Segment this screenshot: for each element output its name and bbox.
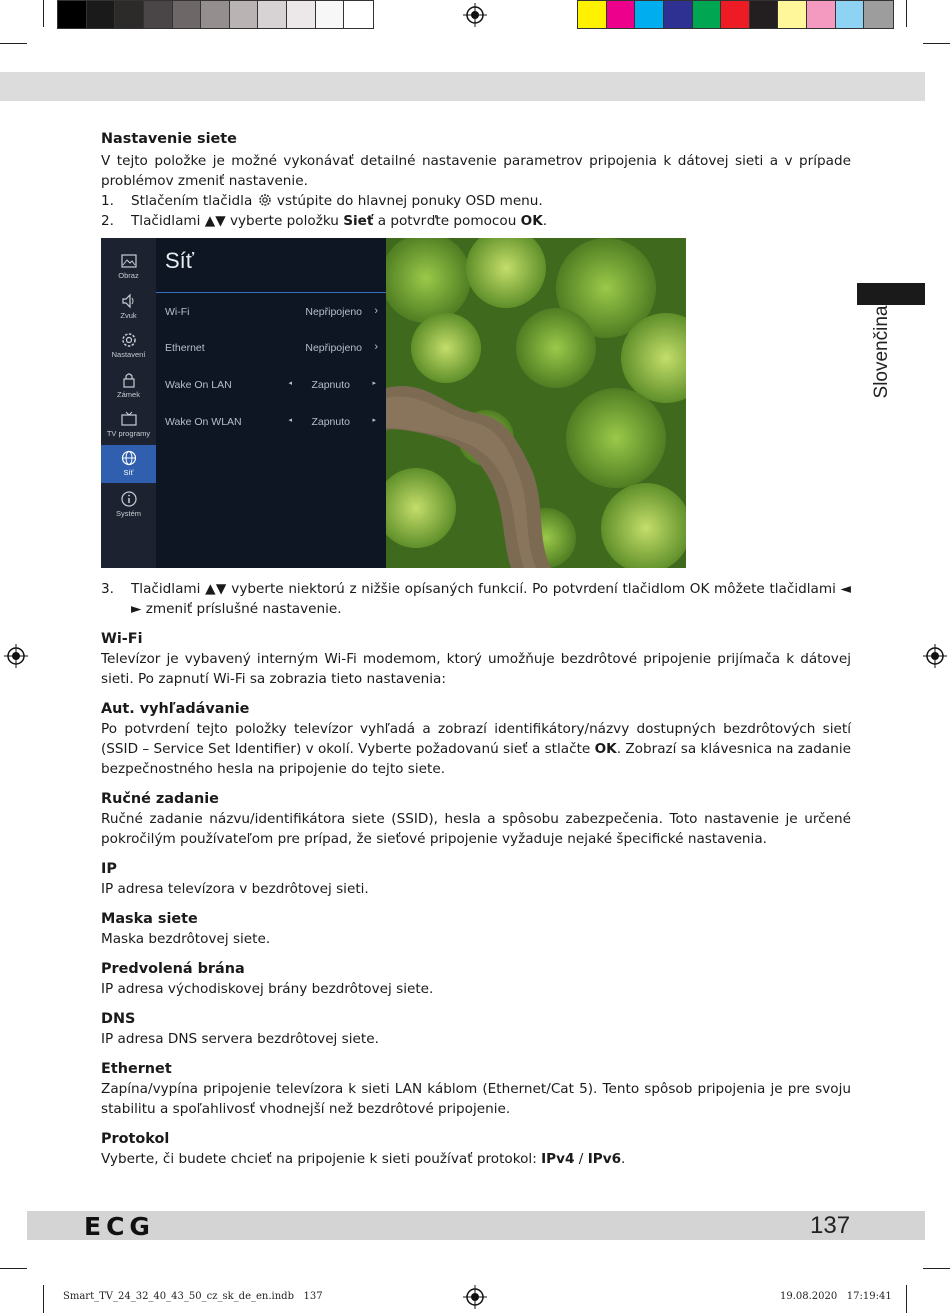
block-wifi: [101, 629, 851, 689]
block-heading: Protokol: [101, 1131, 170, 1147]
crop-mark: [923, 43, 950, 44]
tv-row-value: Zapnuto: [311, 416, 350, 428]
crop-mark: [906, 0, 907, 27]
section-title: Nastavenie siete: [101, 131, 237, 147]
chevron-right-icon: ›: [374, 305, 378, 317]
tv-row-wake-on-lan: [165, 376, 380, 396]
step-text: Tlačidlami ▲▼ vyberte niektorú z nižšie opísaných funkcií. Po potvrdení tlačidlom OK môžete tlačidlami ◄ ► zmeniť príslušné nastavenie.: [131, 581, 851, 617]
color-swatch: [287, 1, 316, 28]
color-swatch: [693, 1, 722, 28]
registration-mark-icon: [463, 1285, 487, 1309]
block-auto-search: [101, 699, 851, 779]
color-swatch: [664, 1, 693, 28]
step-number: 3.: [101, 581, 114, 597]
block-text: Zapína/vypína pripojenie televízora k sieti LAN káblom (Ethernet/Cat 5). Tento spôsob pripojenia je pre svoju stabilitu a spoľahlivosť vhodnejší než bezdrôtové pripojenie.: [101, 1081, 851, 1117]
color-swatch: [721, 1, 750, 28]
block-dns: [101, 1009, 851, 1049]
block-protocol: [101, 1129, 851, 1169]
print-slug-file: Smart_TV_24_32_40_43_50_cz_sk_de_en.indb 137: [63, 1291, 323, 1302]
speaker-icon: [120, 292, 138, 310]
section-intro-text: V tejto položke je možné vykonávať detailné nastavenie parametrov pripojenia k dátovej sieti a v prípade problémov zmeniť nastavenie.: [101, 153, 851, 189]
crop-mark: [923, 1268, 950, 1269]
step-3: [101, 579, 851, 619]
block-ip: [101, 859, 851, 899]
tv-nav-nastaveni: Nastavení: [101, 327, 156, 365]
color-swatch: [58, 1, 87, 28]
body-text: [101, 579, 851, 1179]
color-swatch: [344, 1, 373, 28]
block-heading: Predvolená brána: [101, 961, 245, 977]
tv-menu-panel: [156, 238, 386, 568]
block-text: IP adresa televízora v bezdrôtovej sieti.: [101, 881, 369, 897]
block-text: IP adresa DNS servera bezdrôtovej siete.: [101, 1031, 379, 1047]
ecg-logo: [84, 1214, 202, 1238]
tv-nav-tv-programy: TV programy: [101, 406, 156, 444]
page-number: 137: [810, 1212, 851, 1239]
color-swatch: [87, 1, 116, 28]
block-text: Maska bezdrôtovej siete.: [101, 931, 271, 947]
crop-mark: [0, 43, 27, 44]
crop-mark: [43, 0, 44, 27]
block-text: IP adresa východiskovej brány bezdrôtovej siete.: [101, 981, 434, 997]
tv-menu-sidebar: [101, 238, 156, 568]
color-swatch: [201, 1, 230, 28]
tv-row-label: Wake On LAN: [165, 379, 232, 391]
step-2: 2. Tlačidlami ▲▼ vyberte položku Sieť a potvrďte pomocou OK.: [101, 213, 548, 229]
color-swatch: [115, 1, 144, 28]
gray-calibration-bar: [57, 0, 374, 29]
registration-mark-icon: [4, 644, 28, 668]
tv-row-label: Wi-Fi: [165, 306, 190, 318]
color-swatch: [750, 1, 779, 28]
step-number: 1.: [101, 193, 114, 209]
tv-menu-screenshot: [101, 238, 686, 568]
block-ethernet: [101, 1059, 851, 1119]
svg-text:ECG: ECG: [84, 1214, 155, 1238]
tv-row-value: Nepřipojeno: [305, 342, 362, 354]
block-heading: Aut. vyhľadávanie: [101, 701, 250, 717]
block-heading: DNS: [101, 1011, 136, 1027]
block-text: Po potvrdení tejto položky televízor vyhľadá a zobrazí identifikátory/názvy dostupných bezdrôtových sietí (SSID – Service Set Identifier) v okolí. Vyberte požadovanú sieť a stlačte OK. Zobrazí sa klávesnica na zadanie bezpečnostného hesla na pripojenie do tejto siete.: [101, 721, 851, 777]
tv-row-label: Wake On WLAN: [165, 416, 242, 428]
color-swatch: [316, 1, 345, 28]
tv-menu-title: Síť: [165, 248, 195, 273]
tv-row-value: Zapnuto: [311, 379, 350, 391]
block-heading: Wi-Fi: [101, 631, 143, 647]
image-icon: [120, 252, 138, 270]
step-1: 1. Stlačením tlačidla vstúpite do hlavnej ponuky OSD menu.: [101, 193, 543, 209]
info-icon: [120, 490, 138, 508]
settings-gear-icon: [257, 192, 273, 208]
color-swatch: [173, 1, 202, 28]
color-swatch: [635, 1, 664, 28]
tv-nav-obraz: Obraz: [101, 248, 156, 286]
block-subnet-mask: [101, 909, 851, 949]
tv-row-label: Ethernet: [165, 342, 205, 354]
header-band: [0, 72, 925, 101]
chevron-right-icon: ›: [374, 341, 378, 353]
tv-nav-zvuk: Zvuk: [101, 288, 156, 326]
globe-icon: [120, 449, 138, 467]
arrow-right-icon: ▸: [372, 417, 376, 424]
language-tab-marker: [857, 283, 925, 305]
lock-icon: [120, 371, 138, 389]
color-swatch: [258, 1, 287, 28]
tv-menu-divider: [156, 292, 386, 293]
tv-row-ethernet: [165, 339, 380, 359]
tv-row-wake-on-wlan: [165, 413, 380, 433]
arrow-left-icon: ◂: [288, 417, 292, 424]
block-heading: Ethernet: [101, 1061, 172, 1077]
aerial-forest-river-image: [386, 238, 686, 568]
section-intro: [101, 129, 851, 231]
block-manual-entry: [101, 789, 851, 849]
block-text: Vyberte, či budete chcieť na pripojenie k sieti používať protokol: IPv4 / IPv6.: [101, 1151, 626, 1167]
tv-nav-sit: Síť: [101, 445, 156, 483]
crop-mark: [906, 1285, 907, 1313]
block-text: Televízor je vybavený interným Wi-Fi modemom, ktorý umožňuje bezdrôtové pripojenie prijímača k dátovej sieti. Po zapnutí Wi-Fi sa zobrazia tieto nastavenia:: [101, 651, 851, 687]
color-swatch: [144, 1, 173, 28]
tv-nav-system: Systém: [101, 486, 156, 524]
block-heading: IP: [101, 861, 117, 877]
color-calibration-bar: [577, 0, 894, 29]
block-gateway: [101, 959, 851, 999]
registration-mark-icon: [463, 3, 487, 27]
color-swatch: [578, 1, 607, 28]
tv-nav-zamek: Zámek: [101, 367, 156, 405]
print-slug-date: 19.08.2020 17:19:41: [780, 1291, 892, 1302]
tv-row-value: Nepřipojeno: [305, 306, 362, 318]
color-swatch: [778, 1, 807, 28]
tv-row-wifi: [165, 303, 380, 323]
color-swatch: [230, 1, 259, 28]
crop-mark: [0, 1268, 27, 1269]
block-heading: Maska siete: [101, 911, 198, 927]
gear-icon: [120, 331, 138, 349]
color-swatch: [864, 1, 893, 28]
arrow-left-icon: ◂: [288, 380, 292, 387]
block-text: Ručné zadanie názvu/identifikátora siete (SSID), hesla a spôsobu zabezpečenia. Toto nastavenie je určené pokročilým používateľom pre prípad, že sieťové pripojenie vyžaduje nejaké špecifické nastavenia.: [101, 811, 851, 847]
crop-mark: [43, 1285, 44, 1313]
block-heading: Ručné zadanie: [101, 791, 219, 807]
language-tab: [870, 305, 894, 399]
language-tab-label: Slovenčina: [871, 305, 892, 399]
tv-icon: [120, 410, 138, 428]
step-number: 2.: [101, 213, 114, 229]
arrow-right-icon: ▸: [372, 380, 376, 387]
color-swatch: [607, 1, 636, 28]
color-swatch: [807, 1, 836, 28]
color-swatch: [836, 1, 865, 28]
registration-mark-icon: [923, 644, 947, 668]
